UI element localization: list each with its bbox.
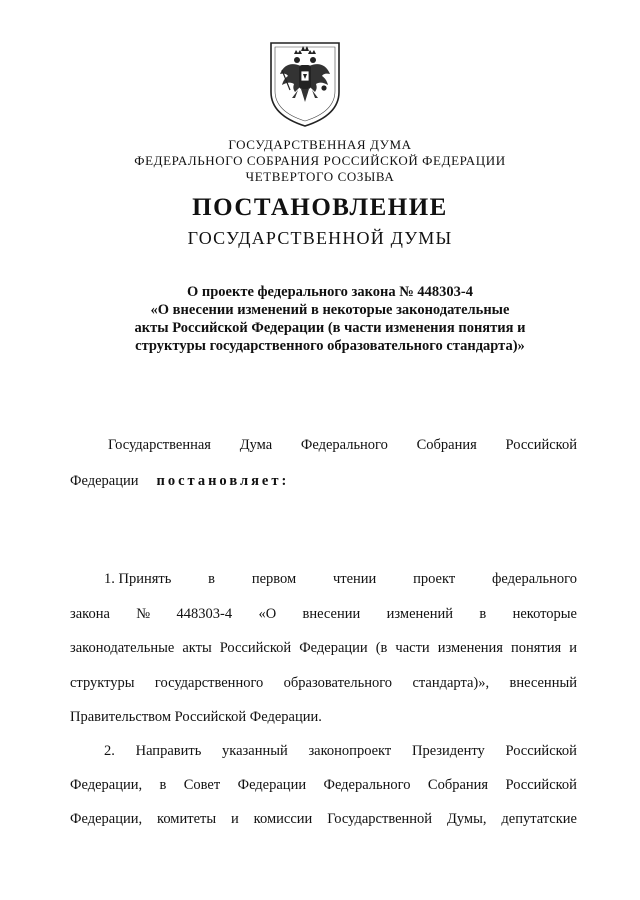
- word: Федерального: [323, 777, 411, 793]
- word: Федерального: [300, 437, 388, 453]
- resolution-subject: [110, 283, 550, 355]
- word: и: [231, 811, 239, 827]
- word: Направить: [135, 743, 202, 759]
- word: части: [395, 640, 430, 656]
- word: законопроект: [308, 743, 392, 759]
- word: Собрания: [416, 437, 477, 453]
- word: в: [479, 606, 487, 622]
- item1-line: [70, 606, 577, 623]
- word: проект: [413, 571, 456, 587]
- word: комиссии: [253, 811, 313, 827]
- word: Российской: [505, 743, 577, 759]
- word: Российской: [505, 437, 577, 453]
- word: структуры: [70, 675, 135, 691]
- coat-of-arms-emblem-icon: [268, 40, 342, 128]
- item1-line: [70, 675, 577, 692]
- word: Федерации,: [70, 777, 143, 793]
- word: стандарта)»,: [412, 675, 490, 691]
- word: 1. Принять: [104, 571, 172, 587]
- word: Российской: [505, 777, 577, 793]
- word: первом: [251, 571, 297, 587]
- word: Собрания: [427, 777, 489, 793]
- word: Федерации: [237, 777, 307, 793]
- word: изменений: [386, 606, 453, 622]
- word: внесенный: [509, 675, 577, 691]
- word: изменения: [437, 640, 503, 656]
- subject-line: структуры государственного образовательного стандарта)»: [135, 338, 525, 354]
- subject-line: О проекте федерального закона № 448303-4: [186, 284, 474, 300]
- word: Федерации,: [70, 811, 143, 827]
- word: 448303-4: [176, 606, 233, 622]
- word: законодательные: [70, 640, 175, 656]
- item2-line: [70, 811, 577, 828]
- word: комитеты: [157, 811, 217, 827]
- word: внесении: [302, 606, 361, 622]
- word: Президенту: [411, 743, 485, 759]
- word: понятия: [510, 640, 562, 656]
- header-parliament-name: ГОСУДАРСТВЕННАЯ ДУМА: [228, 137, 412, 152]
- word: Федерации: [299, 640, 368, 656]
- word: Совет: [183, 777, 221, 793]
- preamble-text: Федерации: [70, 473, 139, 489]
- word: 2.: [104, 743, 115, 759]
- item2-line: [70, 777, 577, 794]
- item1-line: Правительством Российской Федерации.: [70, 709, 322, 725]
- word: (в: [375, 640, 388, 656]
- word: Дума: [239, 437, 273, 453]
- preamble-line: [70, 473, 289, 490]
- word: в: [159, 777, 167, 793]
- item1-line: [104, 571, 577, 588]
- word: Государственная: [108, 437, 211, 453]
- preamble-decision: постановляет:: [156, 473, 290, 489]
- word: некоторые: [512, 606, 577, 622]
- header-federal-assembly: ФЕДЕРАЛЬНОГО СОБРАНИЯ РОССИЙСКОЙ ФЕДЕРАЦИИ: [134, 153, 506, 168]
- word: закона: [70, 606, 110, 622]
- word: №: [136, 606, 151, 622]
- preamble-line: [108, 437, 577, 454]
- word: Государственной: [327, 811, 433, 827]
- word: и: [569, 640, 577, 656]
- word: чтении: [332, 571, 377, 587]
- word: Думы,: [446, 811, 487, 827]
- word: федерального: [492, 571, 577, 587]
- word: государственного: [154, 675, 264, 691]
- word: акты: [182, 640, 212, 656]
- word: указанный: [222, 743, 288, 759]
- word: «О: [258, 606, 277, 622]
- subject-line: «О внесении изменений в некоторые законодательные: [150, 302, 510, 318]
- word: депутатские: [501, 811, 577, 827]
- item2-line: [104, 743, 577, 760]
- header-convocation: ЧЕТВЕРТОГО СОЗЫВА: [245, 169, 395, 184]
- word: в: [208, 571, 216, 587]
- subject-line: акты Российской Федерации (в части изменения понятия и: [134, 320, 526, 336]
- document-subtitle: ГОСУДАРСТВЕННОЙ ДУМЫ: [187, 228, 453, 248]
- word: образовательного: [283, 675, 393, 691]
- item1-line: [70, 640, 577, 657]
- document-title: ПОСТАНОВЛЕНИЕ: [192, 194, 448, 221]
- word: Российской: [219, 640, 292, 656]
